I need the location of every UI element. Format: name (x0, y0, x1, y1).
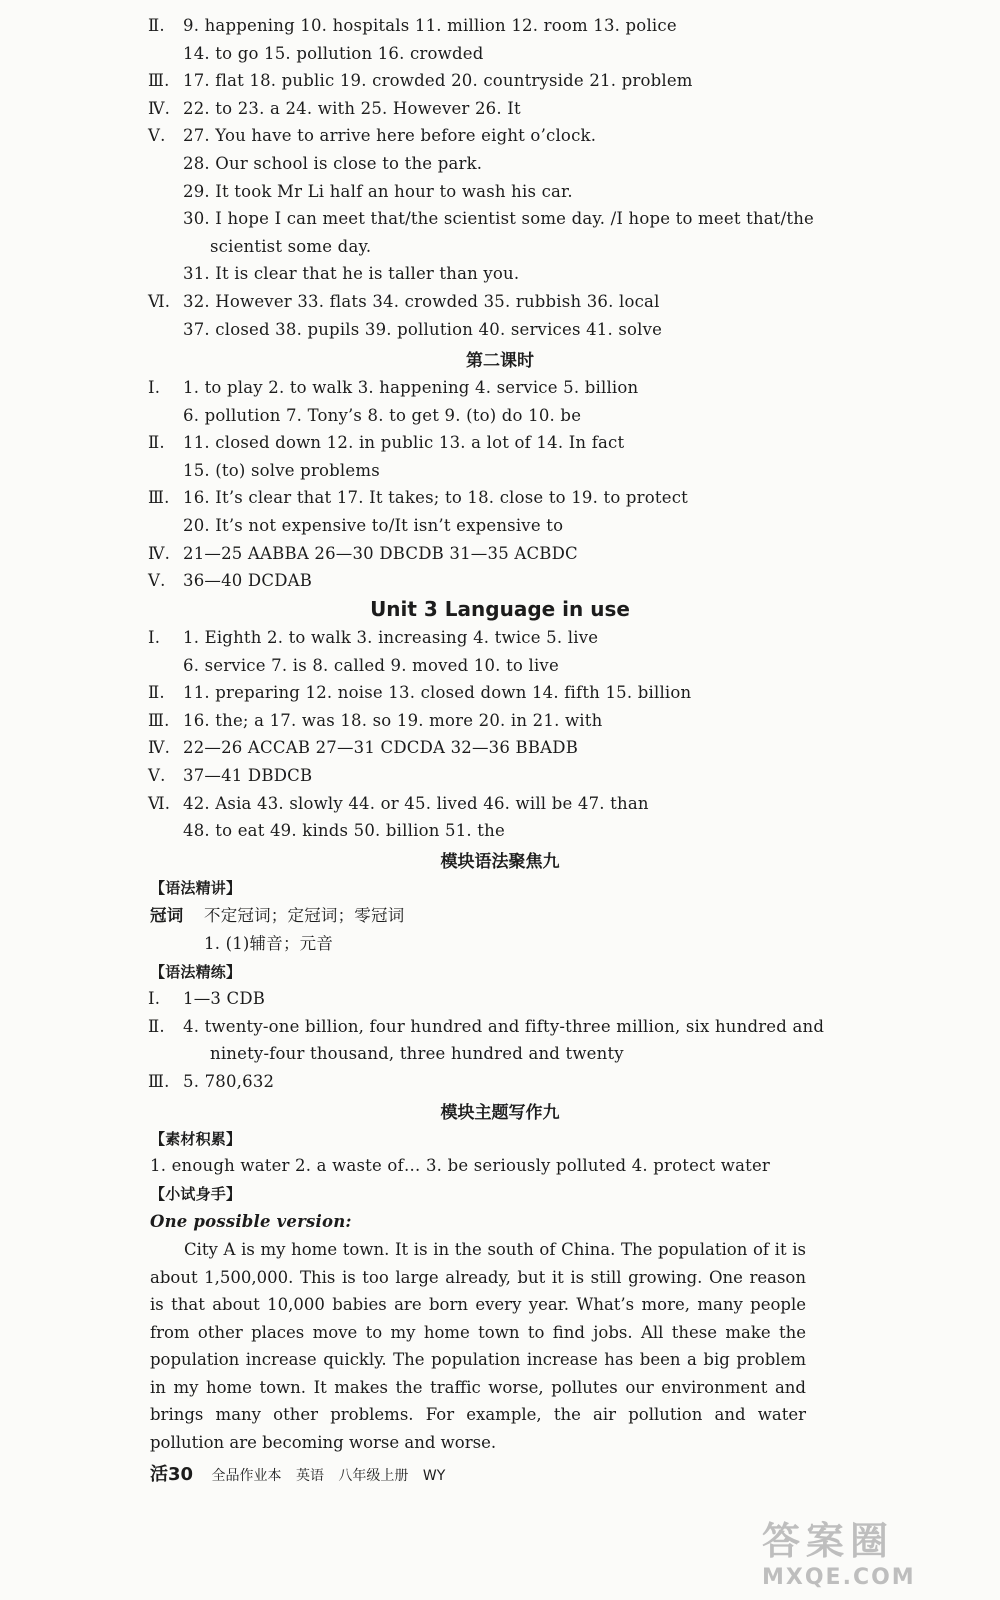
roman-numeral: Ⅳ. (148, 738, 171, 758)
watermark (762, 1510, 972, 1590)
answer-text: 16. It’s clear that 17. It takes; to 18. close to 19. to protect (183, 488, 688, 508)
answer-text: 5. 780,632 (183, 1071, 275, 1091)
answer-text: 14. to go 15. pollution 16. crowded (183, 43, 484, 63)
answer-text: 9. happening 10. hospitals 11. million 12. room 13. police (183, 16, 677, 35)
answer-text: 21—25 AABBA 26—30 DBCDB 31—35 ACBDC (183, 543, 578, 563)
try-label: 【小试身手】 (150, 1185, 242, 1203)
watermark-url: MXQE.COM (762, 1565, 916, 1590)
roman-numeral: Ⅵ. (148, 793, 171, 813)
page-number: 活30 (150, 1464, 194, 1485)
roman-numeral: Ⅴ. (148, 571, 166, 591)
answer-text: 48. to eat 49. kinds 50. billion 51. the (183, 821, 505, 841)
watermark-logo-text: 答案圈 (762, 1519, 895, 1563)
answer-text: 31. It is clear that he is taller than you. (183, 264, 520, 284)
roman-numeral: Ⅴ. (148, 766, 166, 785)
answer-text: 30. I hope I can meet that/the scientist some day. /I hope to meet that/the (183, 209, 815, 229)
roman-numeral: Ⅲ. (148, 710, 170, 730)
material-label: 【素材积累】 (150, 1130, 242, 1148)
answer-text: 22. to 23. a 24. with 25. However 26. It (183, 98, 521, 118)
answer-text: scientist some day. (210, 236, 372, 256)
roman-numeral: Ⅱ. (148, 683, 165, 703)
roman-numeral: Ⅳ. (148, 98, 171, 118)
grade: 八年级上册 (338, 1468, 409, 1484)
essay (150, 1236, 806, 1456)
writing-section-title: 模块主题写作九 (440, 1103, 560, 1123)
answer-text: 11. closed down 12. in public 13. a lot of 14. In fact (183, 433, 625, 453)
answer-text: 37—41 DBDCB (183, 766, 313, 785)
answer-text: 15. (to) solve problems (183, 460, 380, 480)
answer-text: 32. However 33. flats 34. crowded 35. rubbish 36. local (183, 292, 660, 311)
roman-numeral: Ⅰ. (148, 989, 161, 1008)
answer-text: 37. closed 38. pupils 39. pollution 40. services 41. solve (183, 319, 663, 339)
section-title-lesson2: 第二课时 (466, 351, 534, 371)
edition: WY (422, 1468, 446, 1484)
roman-numeral: Ⅱ. (148, 433, 165, 453)
subject: 英语 (295, 1468, 324, 1484)
roman-numeral: Ⅱ. (148, 1016, 165, 1036)
answer-text: ninety-four thousand, three hundred and twenty (210, 1044, 624, 1064)
grammar-topic-label: 冠词 (150, 906, 184, 925)
roman-numeral: Ⅲ. (148, 1071, 170, 1091)
answer-text: 6. service 7. is 8. called 9. moved 10. to live (183, 655, 559, 675)
answer-text: 16. the; a 17. was 18. so 19. more 20. in 21. with (183, 710, 603, 730)
grammar-point: 1. (1)辅音；元音 (204, 934, 334, 953)
roman-numeral: Ⅳ. (148, 543, 171, 563)
roman-numeral: Ⅲ. (148, 488, 170, 508)
essay-paragraph: City A is my home town. It is in the south of China. The population of it is about 1,500,000. This is too large already, but it is still growing. One reason is that about 10,000 babies are born every year. What’s more, many people from other places move to my home town to find jobs. All these make the population increase quickly. The population increase has been a big problem in my home town. It makes the traffic worse, pollutes our environment and brings many other problems. For example, the air pollution and water pollution are becoming worse and worse. (150, 1240, 806, 1452)
answer-text: 36—40 DCDAB (183, 571, 313, 591)
roman-numeral: Ⅴ. (148, 126, 166, 146)
answer-text: 6. pollution 7. Tony’s 8. to get 9. (to) do 10. be (183, 405, 582, 425)
grammar-lecture-label: 【语法精讲】 (150, 879, 242, 897)
roman-numeral: Ⅰ. (148, 628, 161, 647)
grammar-section-title: 模块语法聚焦九 (440, 852, 560, 872)
answer-text: 17. flat 18. public 19. crowded 20. countryside 21. problem (183, 71, 693, 91)
roman-numeral: Ⅲ. (148, 71, 170, 91)
roman-numeral: Ⅵ. (148, 292, 171, 311)
answer-text: 11. preparing 12. noise 13. closed down 14. fifth 15. billion (183, 683, 692, 703)
answer-text: 20. It’s not expensive to/It isn’t expensive to (183, 516, 564, 535)
answer-text: 28. Our school is close to the park. (183, 154, 483, 173)
answer-text: 1. Eighth 2. to walk 3. increasing 4. twice 5. live (183, 628, 599, 647)
grammar-topic-text: 不定冠词；定冠词；零冠词 (204, 906, 405, 925)
answer-text: 1. to play 2. to walk 3. happening 4. service 5. billion (183, 378, 639, 397)
material-text: 1. enough water 2. a waste of… 3. be seriously polluted 4. protect water (150, 1156, 771, 1175)
answer-text: 4. twenty-one billion, four hundred and fifty-three million, six hundred and (183, 1016, 825, 1036)
answer-text: 29. It took Mr Li half an hour to wash his car. (183, 181, 573, 201)
version-label: One possible version: (150, 1212, 352, 1231)
unit-title: Unit 3 Language in use (370, 597, 630, 621)
book-title: 全品作业本 (211, 1468, 282, 1484)
answer-text: 42. Asia 43. slowly 44. or 45. lived 46. will be 47. than (183, 793, 649, 813)
roman-numeral: Ⅰ. (148, 378, 161, 397)
grammar-practice-label: 【语法精练】 (150, 963, 242, 981)
answer-text: 1—3 CDB (183, 989, 266, 1008)
page-footer (150, 1460, 445, 1486)
roman-numeral: Ⅱ. (148, 16, 165, 35)
answer-text: 27. You have to arrive here before eight o’clock. (183, 126, 597, 146)
answer-text: 22—26 ACCAB 27—31 CDCDA 32—36 BBADB (183, 738, 579, 758)
